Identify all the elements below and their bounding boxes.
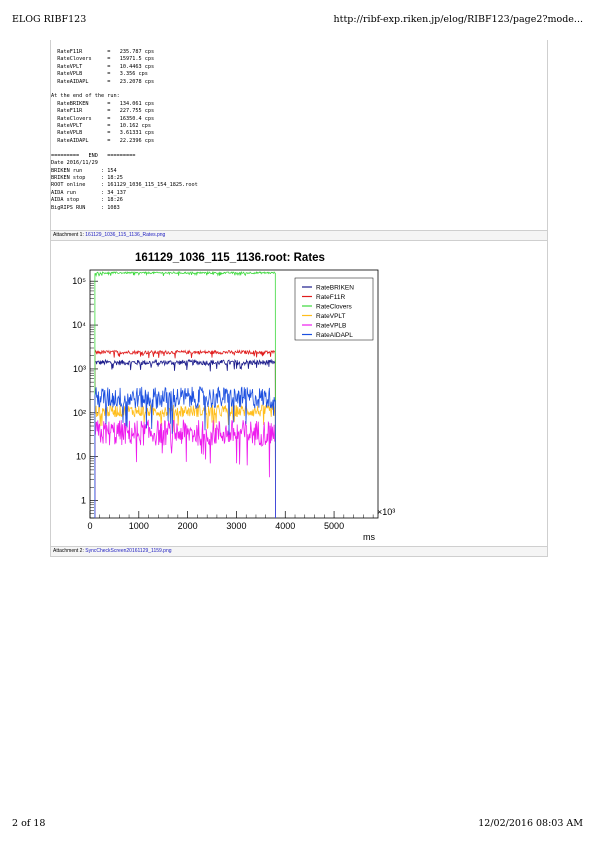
y-tick-label: 10² — [72, 407, 86, 418]
series-line-RateVPLB — [95, 420, 276, 518]
log-entry-text: RateF11R = 235.787 cps RateClovers = 15971.5 cps RateVPLT = 10.4463 cps RateVPLB = 3.356 cps RateAIDAPL = 23.2078 cps At the end of the run: RateBRIKEN = 134.061 cps RateF11R = 227.755 cps RateClovers = 16350.4 cps RateVPLT = 10.162 cps RateVPLB = 3.61331 cps RateAIDAPL = 22.2396 cps ========= END ========= Date 2016/11/29 BRIKEN run : 154 BRIKEN stop : 18:25 ROOT online : 161129_1036_115_154_1825.root AIDA run : 34_137 AIDA stop : 18:26 BigRIPS RUN : 1083 — [51, 49, 198, 211]
page-header-title: ELOG RIBF123 — [12, 14, 87, 25]
page-header-url[interactable]: http://ribf-exp.riken.jp/elog/RIBF123/page2?mode... — [333, 14, 583, 25]
legend-label-RateBRIKEN: RateBRIKEN — [316, 284, 354, 292]
x-tick-label: 5000 — [324, 521, 345, 531]
x-tick-label: 4000 — [275, 521, 296, 531]
y-tick-label: 10 — [75, 451, 86, 462]
page-footer-pagenum: 2 of 18 — [12, 818, 46, 829]
legend-label-RateAIDAPL: RateAIDAPL — [316, 331, 353, 339]
attachment-1-link[interactable]: 161129_1036_115_1136_Rates.png — [85, 232, 166, 238]
x-tick-label: 3000 — [226, 521, 247, 531]
x-tick-label: 0 — [87, 521, 93, 531]
x-tick-label: 1000 — [128, 521, 149, 531]
series-line-RateVPLT — [95, 405, 276, 518]
attachment-1-label: Attachment 1: — [53, 232, 84, 238]
legend-label-RateVPLB: RateVPLB — [316, 322, 347, 330]
y-tick-label: 10⁴ — [72, 320, 86, 331]
y-axis — [72, 276, 98, 518]
y-tick-label: 10⁵ — [72, 276, 86, 287]
y-tick-label: 1 — [80, 495, 86, 506]
x-axis-label: ms — [363, 532, 375, 542]
legend-label-RateClovers: RateClovers — [316, 303, 352, 311]
legend-label-RateF11R: RateF11R — [316, 293, 346, 301]
series-lines — [95, 272, 276, 518]
chart-title: 161129_1036_115_1136.root: Rates — [135, 252, 325, 264]
rates-chart — [50, 244, 410, 544]
attachment-2-bar — [50, 546, 548, 557]
legend-label-RateVPLT: RateVPLT — [316, 312, 346, 320]
x-axis — [87, 511, 373, 531]
y-tick-label: 10³ — [72, 363, 86, 374]
x-tick-label: 2000 — [177, 521, 198, 531]
attachment-2-link[interactable]: SyncCheckScreen20161129_1159.png — [85, 548, 172, 554]
x-multiplier: ×10³ — [377, 507, 396, 517]
page-footer-datetime: 12/02/2016 08:03 AM — [478, 818, 583, 829]
attachment-2-label: Attachment 2: — [53, 548, 84, 554]
